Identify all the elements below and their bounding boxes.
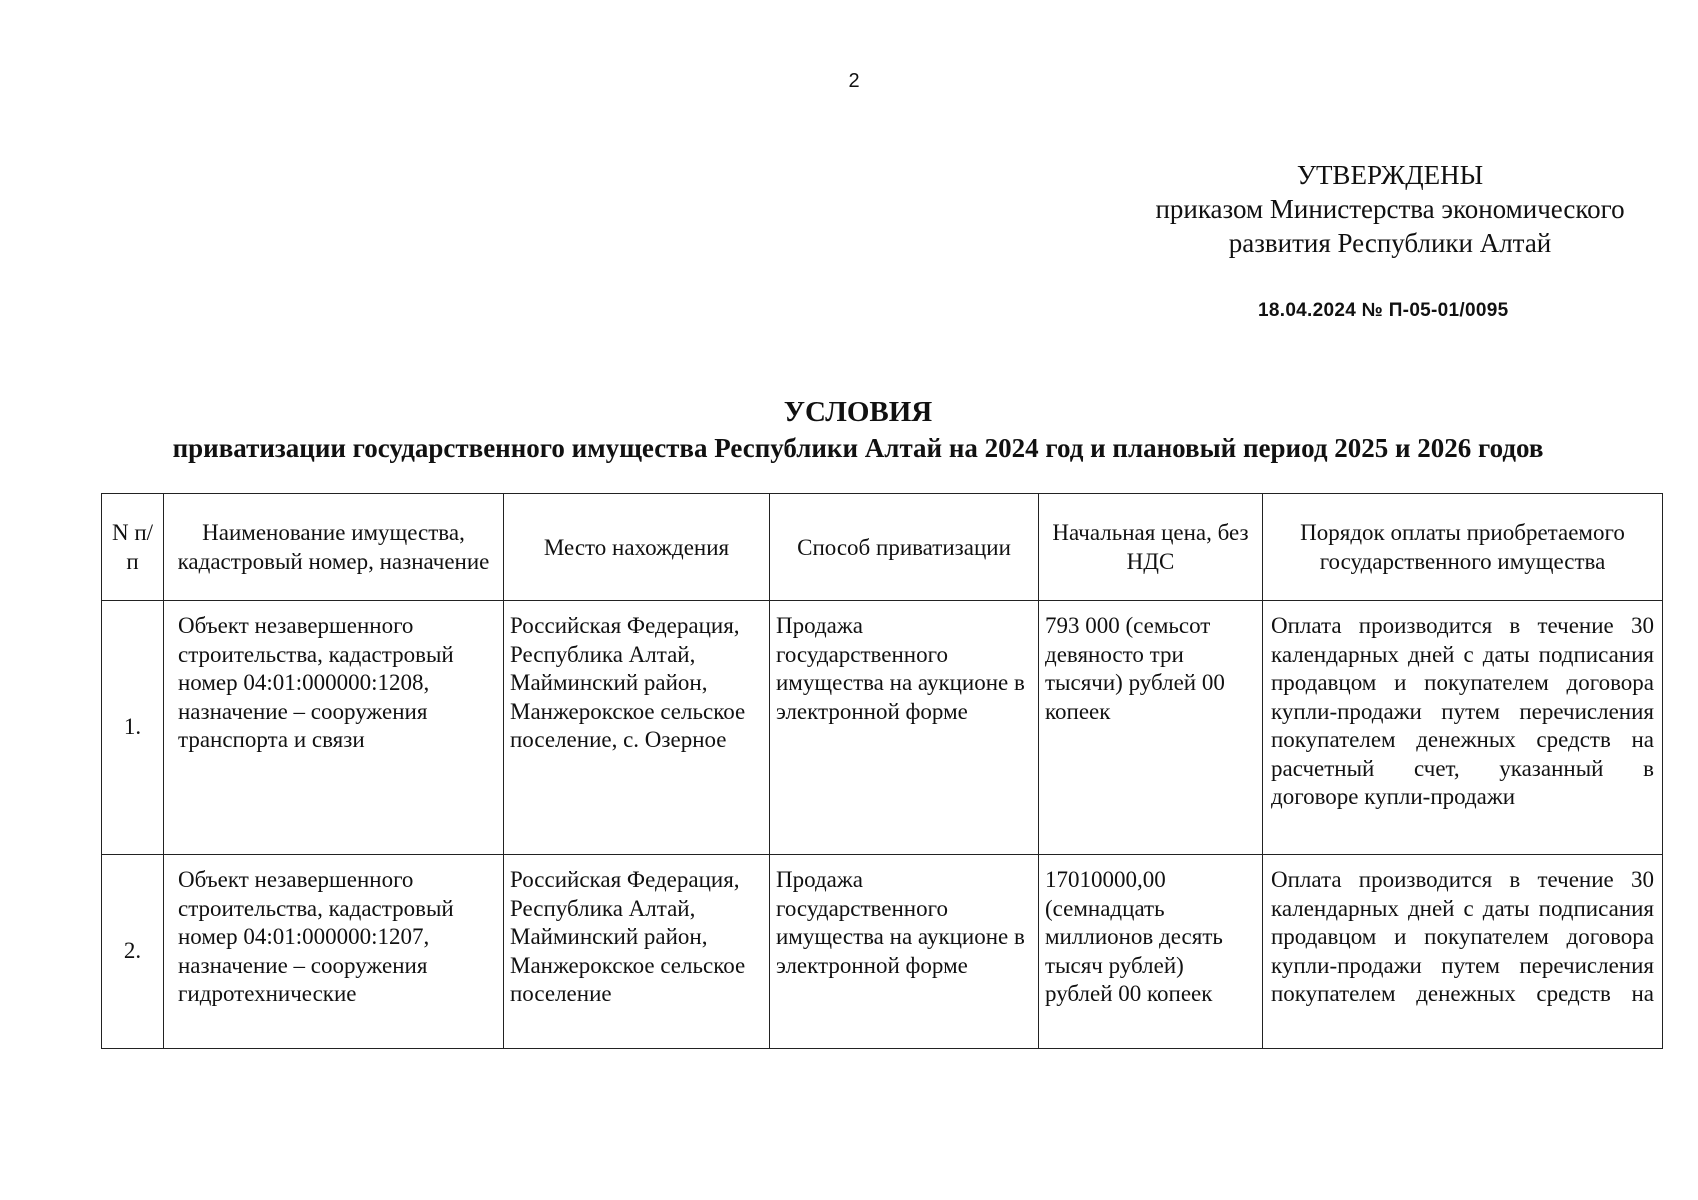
table-row (102, 601, 1663, 855)
header-location: Место нахождения (504, 494, 770, 601)
starting-price: 793 000 (семьсот девяносто три тысячи) рублей 00 копеек (1039, 601, 1263, 855)
approval-line-2: развития Республики Алтай (1228, 228, 1552, 258)
header-method: Способ приватизации (770, 494, 1039, 601)
table-header-row (102, 494, 1663, 601)
header-payment: Порядок оплаты приобретаемого государственного имущества (1263, 494, 1663, 601)
approval-line-1: приказом Министерства экономического (1155, 194, 1625, 224)
property-name: Объект незавершенного строительства, кадастровый номер 04:01:000000:1208, назначение – сооружения транспорта и связи (164, 601, 504, 855)
row-number: 2. (102, 855, 164, 1049)
header-price: Начальная цена, без НДС (1039, 494, 1263, 601)
table-row (102, 855, 1663, 1049)
order-reference: 18.04.2024 № П-05-01/0095 (1258, 300, 1509, 321)
document-title: УСЛОВИЯ (783, 396, 933, 428)
row-number: 1. (102, 601, 164, 855)
payment-terms-last-line: договоре купли-продажи (1271, 784, 1516, 809)
payment-terms (1263, 601, 1663, 855)
page-number: 2 (848, 70, 860, 92)
privatization-method: Продажа государственного имущества на аукционе в электронной форме (770, 855, 1039, 1049)
header-num: N п/п (102, 494, 164, 601)
property-location: Российская Федерация, Республика Алтай, Майминский район, Манжерокское сельское поселение, с. Озерное (504, 601, 770, 855)
payment-terms-text: Оплата производится в течение 30 календарных дней с даты подписания продавцом и покупателем договора купли-продажи путем перечисления покупателем денежных средств на расчетный счет, указанный в (1271, 613, 1654, 781)
document-subtitle: приватизации государственного имущества Республики Алтай на 2024 год и плановый период 2025 и 2026 годов (172, 433, 1544, 463)
privatization-method: Продажа государственного имущества на аукционе в электронной форме (770, 601, 1039, 855)
header-name: Наименование имущества, кадастровый номер, назначение (164, 494, 504, 601)
approval-heading: УТВЕРЖДЕНЫ (1296, 160, 1484, 190)
payment-terms (1263, 855, 1663, 1049)
privatization-table (101, 493, 1663, 1049)
property-location: Российская Федерация, Республика Алтай, Майминский район, Манжерокское сельское поселение (504, 855, 770, 1049)
starting-price: 17010000,00 (семнадцать миллионов десять тысяч рублей) рублей 00 копеек (1039, 855, 1263, 1049)
property-name: Объект незавершенного строительства, кадастровый номер 04:01:000000:1207, назначение – сооружения гидротехнические (164, 855, 504, 1049)
approval-block (1130, 158, 1650, 260)
payment-terms-text: Оплата производится в течение 30 календарных дней с даты подписания продавцом и покупателем договора купли-продажи путем перечисления покупателем денежных средств на (1271, 867, 1654, 1006)
